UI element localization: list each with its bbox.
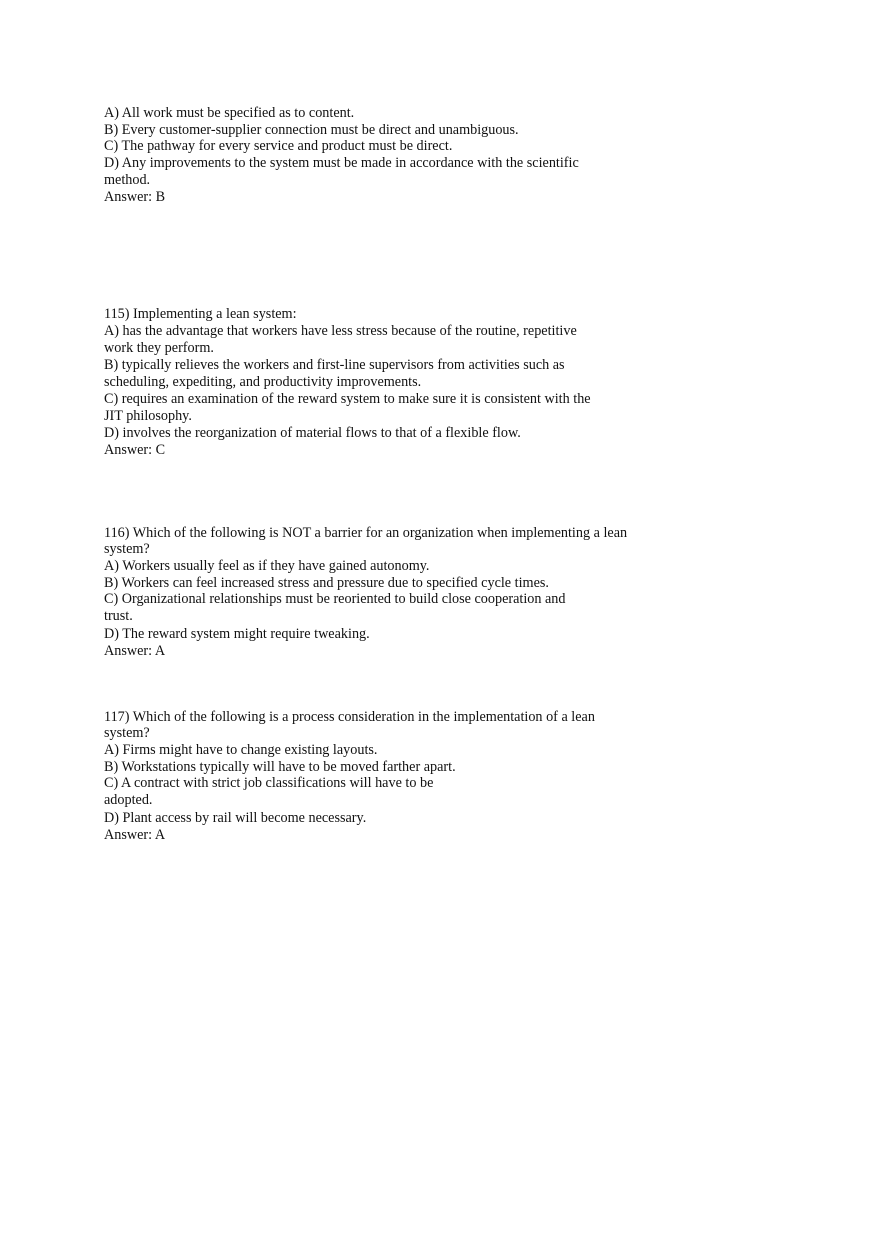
question-stem: 115) Implementing a lean system: [104,306,297,322]
option-c: C) A contract with strict job classifications will have to be [104,775,434,791]
option-c: C) requires an examination of the reward system to make sure it is consistent with the [104,391,591,407]
option-a: A) All work must be specified as to content. [104,105,355,121]
option-a-continued: work they perform. [104,340,214,356]
option-b-continued: scheduling, expediting, and productivity improvements. [104,374,422,390]
question-stem-continued: system? [104,541,150,557]
option-d-continued: method. [104,172,151,188]
option-d: D) Any improvements to the system must be made in accordance with the scientific [104,155,579,171]
answer: Answer: A [104,643,166,659]
option-d: D) Plant access by rail will become necessary. [104,810,367,826]
option-a: A) Workers usually feel as if they have gained autonomy. [104,558,430,574]
option-c: C) The pathway for every service and product must be direct. [104,138,453,154]
answer: Answer: A [104,827,166,843]
option-b: B) Workstations typically will have to be moved farther apart. [104,759,456,775]
answer: Answer: C [104,442,166,458]
option-b: B) Every customer-supplier connection must be direct and unambiguous. [104,122,519,138]
answer: Answer: B [104,189,166,205]
option-b: B) Workers can feel increased stress and pressure due to specified cycle times. [104,575,549,591]
question-stem-continued: system? [104,725,150,741]
option-c: C) Organizational relationships must be reoriented to build close cooperation and [104,591,566,607]
option-c-continued: trust. [104,608,133,624]
option-b: B) typically relieves the workers and first-line supervisors from activities such as [104,357,565,373]
question-stem: 117) Which of the following is a process consideration in the implementation of a lean [104,709,595,725]
option-a: A) has the advantage that workers have less stress because of the routine, repetitive [104,323,577,339]
question-stem: 116) Which of the following is NOT a barrier for an organization when implementing a lean [104,525,628,541]
option-a: A) Firms might have to change existing layouts. [104,742,378,758]
option-c-continued: adopted. [104,792,153,808]
option-d: D) The reward system might require tweaking. [104,626,370,642]
option-d: D) involves the reorganization of material flows to that of a flexible flow. [104,425,521,441]
option-c-continued: JIT philosophy. [104,408,192,424]
